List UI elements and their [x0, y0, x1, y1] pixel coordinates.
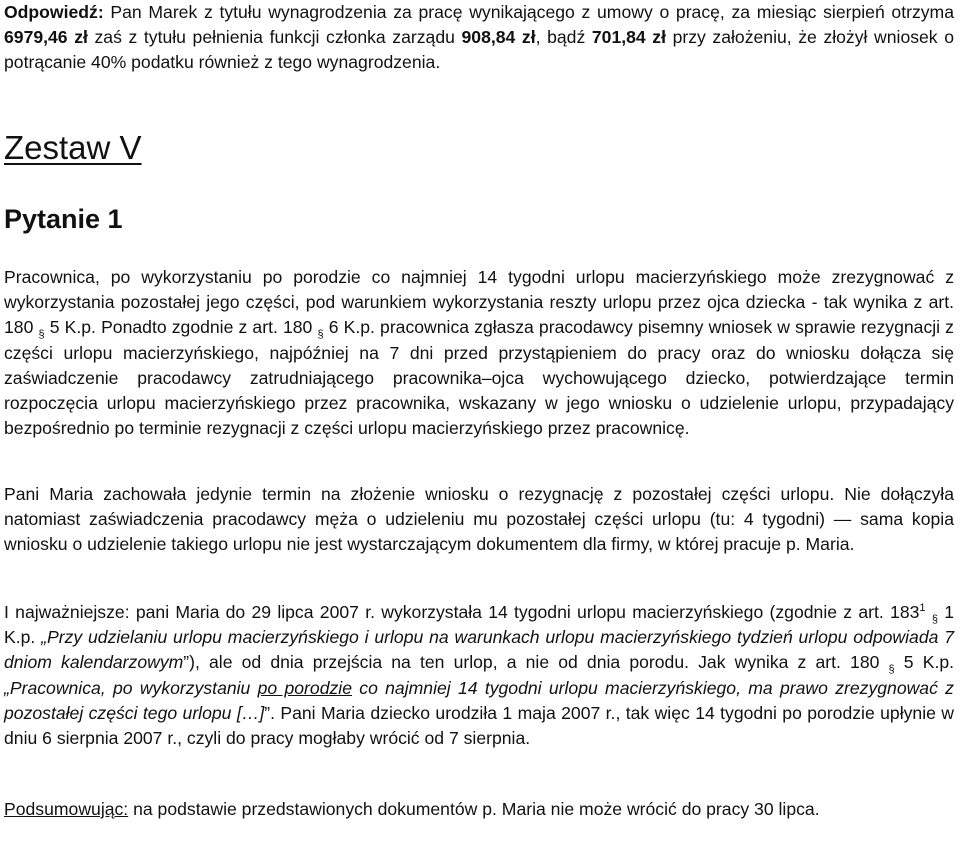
- paragraph-text: 5 K.p.: [894, 652, 954, 673]
- statute-quote: „Przy udzielaniu urlopu macierzyńskiego i urlopu na warunkach urlopu macierzyńskiego tydzień urlopu odpowiada 7 dniom kalendarzowym: [4, 627, 954, 673]
- section-sign: §: [38, 328, 45, 341]
- summary-label: Podsumowując:: [4, 799, 129, 819]
- facts-paragraph: Pani Maria zachowała jedynie termin na złożenie wniosku o rezygnację z pozostałej części urlopu. Nie dołączyła natomiast zaświadczenia pracodawcy męża o udzieleniu mu pozostałej części urlopu (tu: 4 tygodni) — sama kopia wniosku o udzielenie takiego urlopu nie jest wystarczającym dokumentem dla firmy, w której pracuje p. Maria.: [4, 484, 954, 555]
- question-title: Pytanie 1: [4, 204, 123, 234]
- paragraph-text: ”. Pani Maria dziecko urodziła 1 maja 2007 r., tak więc 14 tygodni po porodzie upłynie w dniu 6 sierpnia 2007 r., czyli do pracy mogłaby wrócić od 7 sierpnia.: [4, 702, 954, 749]
- paragraph-text: I najważniejsze: pani Maria do 29 lipca 2007 r. wykorzystała 14 tygodni urlopu macierzyńskiego (zgodnie z art. 183: [4, 602, 920, 622]
- answer-text: zaś z tytułu pełnienia funkcji członka zarządu: [87, 27, 462, 48]
- key-point-paragraph: [4, 600, 954, 751]
- legal-basis-paragraph: [4, 265, 954, 441]
- paragraph-text: 6 K.p. pracownica zgłasza pracodawcy pisemny wniosek w sprawie rezygnacji z części urlopu macierzyńskiego, najpóźniej na 7 dni przed przystąpieniem do pracy oraz do wniosku dołącza się zaświadczenie pracodawcy zatrudniającego pracownika–ojca wychowującego dziecko, potwierdzające termin rozpoczęcia urlopu macierzyńskiego przez pracownika, wskazany w jego wniosku o udzielenie urlopu, przypadający bezpośrednio po terminie rezygnacji z części urlopu macierzyńskiego przez pracownicę.: [4, 317, 954, 439]
- answer-label: Odpowiedź:: [4, 2, 104, 22]
- summary-text: na podstawie przedstawionych dokumentów p. Maria nie może wrócić do pracy 30 lipca.: [128, 799, 820, 819]
- answer-paragraph: [4, 0, 954, 76]
- summary-paragraph: [4, 797, 954, 822]
- amount-board-alt: 701,84 zł: [591, 27, 666, 48]
- section-sign: §: [888, 663, 895, 676]
- section-sign: §: [317, 328, 324, 341]
- paragraph-text: 5 K.p. Ponadto zgodnie z art. 180: [44, 317, 318, 338]
- answer-text: przy założeniu, że złożył wniosek o potrącanie 40% podatku również z tego wynagrodzenia.: [4, 27, 954, 73]
- amount-salary: 6979,46 zł: [4, 27, 88, 48]
- quote-text: co najmniej 14 tygodni urlopu macierzyńskiego, ma prawo zrezygnować z pozostałej części tego urlopu […]: [4, 677, 954, 723]
- quote-underlined: po porodzie: [257, 677, 352, 698]
- superscript: 1: [919, 602, 926, 615]
- section-title: Zestaw V: [4, 129, 142, 166]
- paragraph-text: ”), ale od dnia przejścia na ten urlop, a nie od dnia porodu. Jak wynika z art. 180: [183, 652, 889, 673]
- section-sign: §: [931, 613, 938, 626]
- answer-text: , bądź: [535, 27, 592, 48]
- amount-board: 908,84 zł: [461, 27, 536, 48]
- quote-text: „Pracownica, po wykorzystaniu: [4, 677, 258, 698]
- answer-text: Pan Marek z tytułu wynagrodzenia za pracę wynikającego z umowy o pracę, za miesiąc sierpień otrzyma: [103, 2, 954, 22]
- paragraph-text: Pracownica, po wykorzystaniu po porodzie co najmniej 14 tygodni urlopu macierzyńskiego może zrezygnować z wykorzystania pozostałej jego części, pod warunkiem wykorzystania reszty urlopu przez ojca dziecka - tak wynika z art. 180: [4, 267, 954, 338]
- paragraph-text: 1 K.p.: [4, 602, 954, 648]
